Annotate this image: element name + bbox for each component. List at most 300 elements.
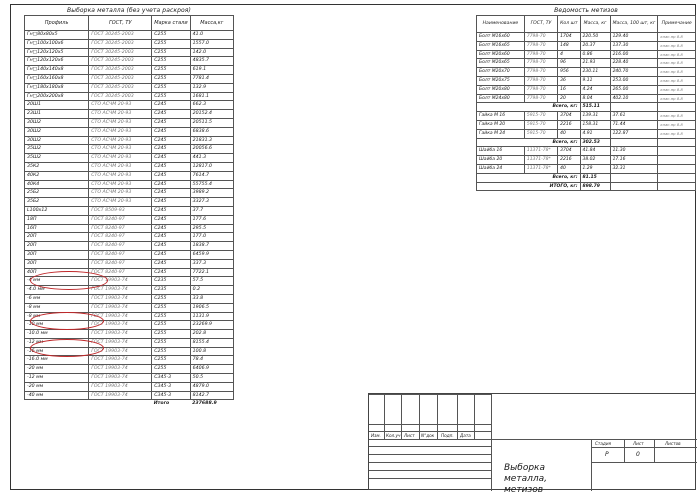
cell-gost: 7798-70 [524,41,557,50]
fastener-table-title: Ведомость метизов [477,6,696,16]
cell-profile: Гн□100х100х6 [25,39,89,48]
cell-grade: С245 [152,162,190,171]
cell-gost: СТО АСЧМ 20-93 [89,136,152,145]
cell-profile: 30П [25,250,89,259]
cell-note: клас.пр 8.8 [658,112,696,121]
cell-mass-order: 37.61 [610,112,658,121]
cell-mass: 33.8 [190,294,233,303]
table-row [477,68,696,77]
cell-grade: С255 [152,338,190,347]
stage-label: Стадия [595,441,612,446]
table-row [25,277,234,286]
header-gost: ГОСТ, ТУ [524,16,557,33]
cell-mass: 21.93 [580,59,610,68]
cell-mass: 7722.1 [190,268,233,277]
table-row [25,259,234,268]
cell-note: клас.пр 8.8 [658,41,696,50]
cell-mass: 177.6 [190,215,233,224]
cell-mass: 4.24 [580,85,610,94]
cell-name: Болт М16х65 [477,41,525,50]
cell-mass-order: 137.30 [610,41,658,50]
cell-profile: Гн□80х80х5 [25,31,89,40]
cell-mass: 37.7 [190,206,233,215]
cell-gost: 5915-70 [524,120,557,129]
cell-gost: СТО АСЧМ 20-93 [89,110,152,119]
cell-mass: 38.02 [580,156,610,165]
table-row [477,147,696,156]
cell-mass: 20511.5 [190,118,233,127]
cell-gost: ГОСТ 8240-97 [89,268,152,277]
cell-mass: 230.11 [580,68,610,77]
cell-gost: 5915-70 [524,129,557,138]
cell-name: Болт М16х60 [477,33,525,42]
cell-gost: ГОСТ 19903-74 [89,286,152,295]
sheets-label: Листов [665,441,681,446]
col-label-date: Дата [460,433,471,438]
cell-mass: 55755.4 [190,180,233,189]
cell-gost: ГОСТ 30245-2003 [89,57,152,66]
cell-mass-order: 240.70 [610,68,658,77]
table-row [25,198,234,207]
header-note: Примечание [658,16,696,33]
cell-profile: 30Ш2 [25,136,89,145]
cell-profile: Гн□180х180х8 [25,83,89,92]
table-row [25,233,234,242]
cell-mass: 8.04 [580,94,610,103]
cell-profile: -10.0 мм [25,330,89,339]
cell-profile: 30Ш2 [25,127,89,136]
document-name: Выборка металла, метизов [504,463,547,495]
cell-gost: СТО АСЧМ 20-93 [89,198,152,207]
header-mass-order: Масса, 100 шт, кг [610,16,658,33]
cell-profile: 30Ш2 [25,118,89,127]
cell-note: клас.пр 8.8 [658,68,696,77]
cell-mass: 12817.0 [190,162,233,171]
cell-mass-order: 402.10 [610,94,658,103]
cell-mass: 1838.7 [190,242,233,251]
table-row [477,33,696,42]
cell-note: клас.пр 8.8 [658,59,696,68]
cell-gost: СТО АСЧМ 20-93 [89,162,152,171]
cell-mass: 295.5 [190,224,233,233]
cell-mass: 3989.2 [190,189,233,198]
fastener-table [476,6,696,191]
cell-qty: 1704 [558,33,580,42]
cell-grade: С245 [152,189,190,198]
cell-grade: С255 [152,303,190,312]
cell-grade: С245 [152,268,190,277]
table-row [477,59,696,68]
cell-note: клас.пр 8.8 [658,120,696,129]
cell-note: клас.пр 8.8 [658,94,696,103]
stage-value: Р [605,451,609,458]
cell-qty: 3704 [558,147,580,156]
table-row [25,57,234,66]
cell-mass-order: 129.40 [610,33,658,42]
cell-gost: ГОСТ 8240-97 [89,224,152,233]
table-row [25,374,234,383]
table-row [25,391,234,400]
sheet-label: Лист [633,441,644,446]
title-block [368,393,696,495]
cell-name: Гайка М 24 [477,129,525,138]
cell-mass: 1906.5 [190,303,233,312]
cell-grade: С255 [152,83,190,92]
cell-mass: 139.31 [580,112,610,121]
cell-qty: 40 [558,164,580,173]
col-label-sheet: Лист [404,433,415,438]
cell-name: Болт М20х65 [477,59,525,68]
table-row [25,294,234,303]
cell-profile: Гн□200х200х8 [25,92,89,101]
cell-profile: 35Б2 [25,198,89,207]
cell-mass: 3327.3 [190,198,233,207]
header-name: Наименование [477,16,525,33]
table-row [25,242,234,251]
cell-grade: С235 [152,277,190,286]
col-label-signature: Подп. [441,433,454,438]
metal-table-title: Выборка металла (без учета раскроя) [25,6,234,16]
table-row [25,83,234,92]
table-row [25,206,234,215]
cell-grade: С255 [152,294,190,303]
table-row [25,31,234,40]
cell-gost: ГОСТ 19903-74 [89,277,152,286]
cell-mass: 6838.6 [190,127,233,136]
cell-note: клас.пр 8.8 [658,50,696,59]
cell-grade: С245 [152,136,190,145]
cell-mass: 0.86 [580,50,610,59]
cell-mass: 41.0 [190,31,233,40]
table-row [25,347,234,356]
cell-profile: -4.0 мм [25,286,89,295]
cell-gost: СТО АСЧМ 20-93 [89,189,152,198]
col-label-change: Изм. [371,433,381,438]
table-row [25,162,234,171]
cell-profile: 18П [25,215,89,224]
cell-grade: С245 [152,215,190,224]
cell-profile: -8 мм [25,303,89,312]
table-row [25,48,234,57]
cell-profile: -12 мм [25,338,89,347]
cell-mass: 41.84 [580,147,610,156]
cell-gost: ГОСТ 8509-93 [89,206,152,215]
cell-gost: ГОСТ 19903-74 [89,356,152,365]
washers-total-label: Всего, кг: [477,173,581,182]
cell-gost: 11371-78* [524,147,557,156]
cell-mass: 202.8 [190,330,233,339]
cell-profile: -8 мм [25,312,89,321]
cell-qty: 956 [558,68,580,77]
cell-mass: 21831.3 [190,136,233,145]
cell-profile: 40К2 [25,171,89,180]
cell-grade: С345-3 [152,382,190,391]
cell-gost: ГОСТ 8240-97 [89,215,152,224]
cell-mass: 9.11 [580,76,610,85]
cell-qty: 96 [558,59,580,68]
cell-gost: ГОСТ 30245-2003 [89,48,152,57]
cell-note [658,156,696,165]
cell-mass: 20152.4 [190,110,233,119]
cell-mass-order: 216.00 [610,50,658,59]
cell-gost: СТО АСЧМ 20-93 [89,171,152,180]
cell-profile: -40 мм [25,391,89,400]
cell-profile: -6 мм [25,294,89,303]
cell-name: Болт М20х70 [477,68,525,77]
table-row [25,171,234,180]
cell-name: Болт М20х60 [477,50,525,59]
cell-mass: 23269.9 [190,321,233,330]
cell-gost: ГОСТ 8240-97 [89,242,152,251]
cell-name: Шайба 20 [477,156,525,165]
cell-note [658,147,696,156]
table-row [25,382,234,391]
cell-gost: ГОСТ 19903-74 [89,347,152,356]
metal-total-value: 237688.9 [190,400,233,408]
cell-name: Болт М24х80 [477,94,525,103]
cell-gost: ГОСТ 19903-74 [89,365,152,374]
table-row [477,129,696,138]
cell-gost: 7798-70 [524,33,557,42]
cell-mass-order: 122.87 [610,129,658,138]
table-row [25,66,234,75]
table-row [25,74,234,83]
cell-mass: 1.29 [580,164,610,173]
cell-mass-order: 32.31 [610,164,658,173]
cell-gost: ГОСТ 19903-74 [89,312,152,321]
cell-mass: 1557.0 [190,39,233,48]
cell-gost: 7798-70 [524,68,557,77]
cell-profile: 16П [25,224,89,233]
table-row [25,286,234,295]
grand-total-label: ИТОГО, кг: [477,182,581,191]
cell-profile: 20П [25,242,89,251]
cell-gost: ГОСТ 30245-2003 [89,83,152,92]
cell-grade: С255 [152,31,190,40]
cell-grade: С245 [152,171,190,180]
cell-profile: Гн□120х120х5 [25,48,89,57]
table-row [25,303,234,312]
cell-mass: 662.3 [190,101,233,110]
cell-gost: ГОСТ 30245-2003 [89,92,152,101]
cell-grade: С255 [152,347,190,356]
header-qty: Кол шт [558,16,580,33]
metal-total-label: Итого [152,400,190,408]
nuts-total-value: 302.53 [580,138,610,147]
cell-qty: 16 [558,85,580,94]
cell-mass: 7781.4 [190,74,233,83]
cell-gost: ГОСТ 19903-74 [89,338,152,347]
cell-grade: С255 [152,57,190,66]
table-row [477,112,696,121]
cell-mass-order: 11.30 [610,147,658,156]
cell-mass: 142.0 [190,48,233,57]
cell-gost: ГОСТ 30245-2003 [89,39,152,48]
cell-profile: -4 мм [25,277,89,286]
cell-grade: С255 [152,39,190,48]
cell-profile: 25Б2 [25,189,89,198]
metal-takeoff-table [24,6,234,408]
table-row [25,356,234,365]
cell-qty: 40 [558,129,580,138]
table-row [25,110,234,119]
cell-qty: 3704 [558,112,580,121]
cell-mass: 8142.7 [190,391,233,400]
cell-profile: -12 мм [25,374,89,383]
cell-mass: 100.8 [190,347,233,356]
cell-grade: С245 [152,118,190,127]
cell-name: Гайка М 20 [477,120,525,129]
cell-gost: 11371-78* [524,164,557,173]
cell-qty: 2216 [558,120,580,129]
cell-gost: ГОСТ 8240-97 [89,250,152,259]
cell-mass: 1131.9 [190,312,233,321]
cell-gost: 11371-78* [524,156,557,165]
cell-gost: СТО АСЧМ 20-93 [89,127,152,136]
table-row [25,312,234,321]
cell-mass: 158.31 [580,120,610,129]
cell-gost: ГОСТ 8240-97 [89,259,152,268]
cell-grade: С245 [152,242,190,251]
table-row [477,164,696,173]
cell-qty: 36 [558,76,580,85]
cell-gost: 7798-70 [524,50,557,59]
cell-mass: 0.2 [190,286,233,295]
table-row [25,250,234,259]
cell-grade: С345-3 [152,374,190,383]
col-label-doc-no: N°док [421,433,435,438]
cell-mass-order: 253.00 [610,76,658,85]
cell-grade: С255 [152,312,190,321]
cell-gost: СТО АСЧМ 20-93 [89,101,152,110]
cell-profile: Гн□160х160х8 [25,74,89,83]
cell-grade: С235 [152,286,190,295]
bolts-total-value: 515.11 [580,103,610,112]
header-profile: Профиль [25,16,89,31]
cell-profile: -20 мм [25,365,89,374]
bolts-body [477,33,696,103]
washers-total-value: 81.15 [580,173,610,182]
cell-gost: ГОСТ 8240-97 [89,233,152,242]
cell-gost: 5915-70 [524,112,557,121]
cell-mass: 132.9 [190,83,233,92]
cell-profile: 40К4 [25,180,89,189]
cell-grade: С245 [152,259,190,268]
cell-profile: -16 мм [25,347,89,356]
cell-gost: ГОСТ 30245-2003 [89,31,152,40]
cell-gost: СТО АСЧМ 20-93 [89,145,152,154]
cell-gost: ГОСТ 19903-74 [89,294,152,303]
cell-gost: ГОСТ 19903-74 [89,321,152,330]
cell-qty: 148 [558,41,580,50]
cell-mass: 50.5 [190,374,233,383]
cell-grade: С255 [152,74,190,83]
cell-gost: 7798-70 [524,76,557,85]
cell-profile: 30П [25,259,89,268]
cell-gost: 7798-70 [524,94,557,103]
cell-profile: 40П [25,268,89,277]
cell-mass: 8155.4 [190,338,233,347]
cell-gost: ГОСТ 19903-74 [89,374,152,383]
cell-mass: 57.5 [190,277,233,286]
table-row [477,120,696,129]
cell-profile: 35К2 [25,162,89,171]
cell-profile: 20П [25,233,89,242]
table-row [25,215,234,224]
cell-gost: ГОСТ 19903-74 [89,391,152,400]
table-row [25,154,234,163]
cell-grade: С245 [152,250,190,259]
cell-mass: 4.91 [580,129,610,138]
cell-mass: 337.3 [190,259,233,268]
cell-mass-order: 71.44 [610,120,658,129]
cell-profile: -16.0 мм [25,356,89,365]
cell-name: Болт М20х80 [477,85,525,94]
table-row [25,92,234,101]
cell-grade: С245 [152,101,190,110]
sheet-value: 0 [636,451,640,458]
cell-gost: ГОСТ 19903-74 [89,303,152,312]
cell-name: Болт М20х75 [477,76,525,85]
washers-body [477,147,696,173]
table-row [25,365,234,374]
cell-grade: С345-3 [152,391,190,400]
table-row [477,85,696,94]
cell-profile: -10 мм [25,321,89,330]
cell-profile: -20 мм [25,382,89,391]
table-row [25,180,234,189]
col-label-count: Кол.уч [386,433,401,438]
nuts-body [477,112,696,138]
header-mass: Масса,кг [190,16,233,31]
cell-note: клас.пр 8.8 [658,85,696,94]
cell-gost: СТО АСЧМ 20-93 [89,180,152,189]
cell-note [658,164,696,173]
nuts-total-label: Всего, кг: [477,138,581,147]
cell-gost: ГОСТ 19903-74 [89,330,152,339]
cell-mass: 441.3 [190,154,233,163]
cell-gost: 7798-70 [524,59,557,68]
table-row [477,94,696,103]
cell-gost: ГОСТ 30245-2003 [89,66,152,75]
table-row [477,50,696,59]
grand-total-value: 898.79 [580,182,610,191]
cell-grade: С255 [152,48,190,57]
cell-mass: 78.4 [190,356,233,365]
cell-gost: ГОСТ 30245-2003 [89,74,152,83]
cell-grade: С245 [152,127,190,136]
cell-mass-order: 265.00 [610,85,658,94]
bolts-total-label: Всего, кг: [477,103,581,112]
table-row [25,145,234,154]
table-row [477,156,696,165]
table-row [25,189,234,198]
cell-grade: С245 [152,224,190,233]
cell-gost: СТО АСЧМ 20-93 [89,118,152,127]
cell-mass: 20056.6 [190,145,233,154]
cell-grade: С245 [152,198,190,207]
cell-gost: ГОСТ 19903-74 [89,382,152,391]
cell-gost: СТО АСЧМ 20-93 [89,154,152,163]
table-row [25,268,234,277]
cell-grade: С245 [152,206,190,215]
cell-grade: С255 [152,365,190,374]
cell-profile: Гн□120х120х6 [25,57,89,66]
cell-mass: 4879.0 [190,382,233,391]
table-row [477,76,696,85]
cell-name: Шайба 16 [477,147,525,156]
table-row [25,136,234,145]
